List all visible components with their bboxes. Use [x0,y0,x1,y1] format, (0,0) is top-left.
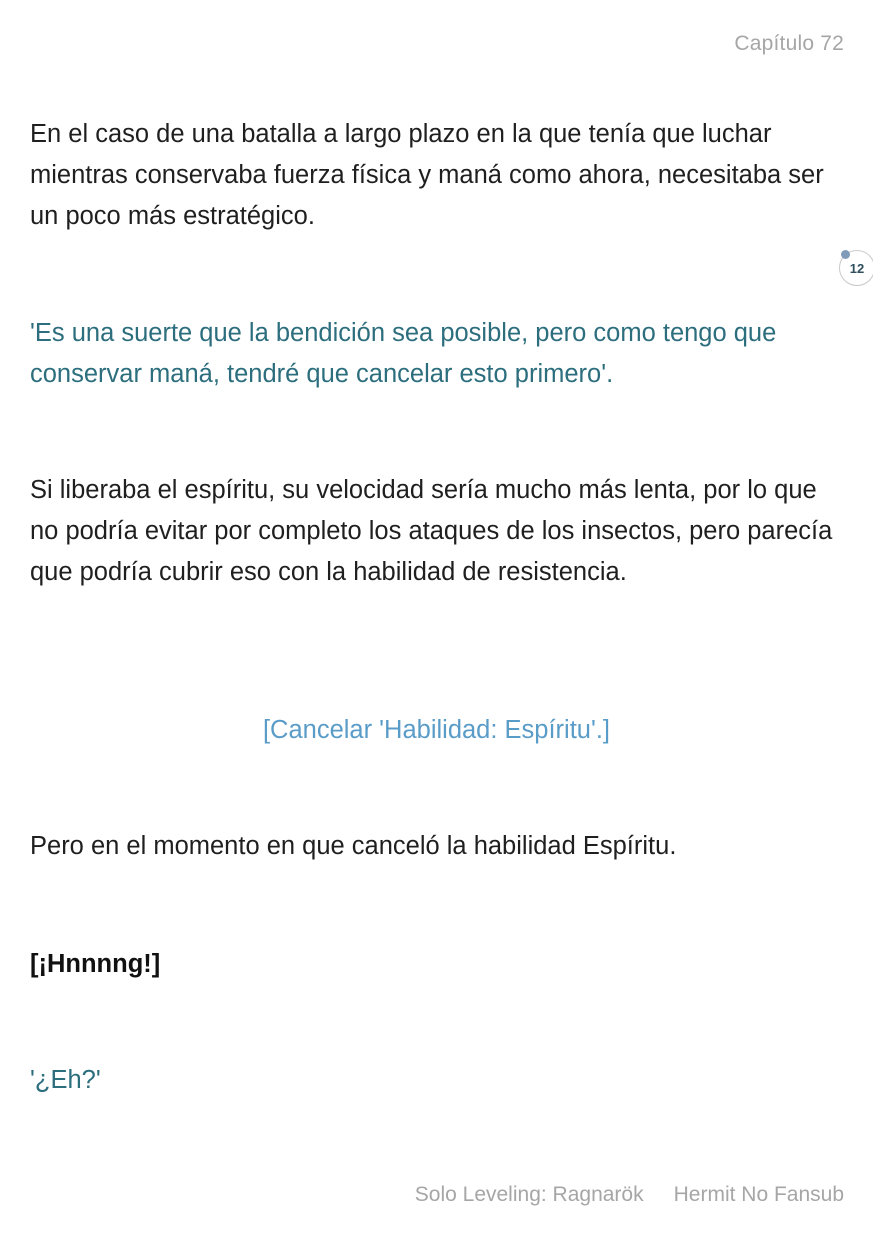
page-number-marker[interactable] [839,250,873,286]
footer-title: Solo Leveling: Ragnarök [414,1183,644,1206]
system-message: [Cancelar 'Habilidad: Espíritu'.] [262,716,611,744]
paragraph-thought-1: 'Es una suerte que la bendición sea posible, pero como tengo que conservar maná, tendré que cancelar esto primero'. [30,319,777,388]
footer-translator: Hermit No Fansub [673,1183,844,1206]
page-number: 12 [849,260,865,276]
paragraph-thought-2: '¿Eh?' [30,1066,101,1094]
bookmark-dot-icon [841,250,850,259]
paragraph-narration-1: En el caso de una batalla a largo plazo en la que tenía que luchar mientras conservaba fuerza física y maná como ahora, necesitaba ser un poco más estratégico. [30,120,824,230]
sound-effect: [¡Hnnnng!] [30,950,161,978]
chapter-label: Capítulo 72 [734,32,844,55]
paragraph-narration-3: Pero en el momento en que canceló la habilidad Espíritu. [30,832,677,860]
footer [415,1183,844,1207]
paragraph-narration-2: Si liberaba el espíritu, su velocidad sería mucho más lenta, por lo que no podría evitar por completo los ataques de los insectos, pero parecía que podría cubrir eso con la habilidad de resistencia. [30,476,833,586]
